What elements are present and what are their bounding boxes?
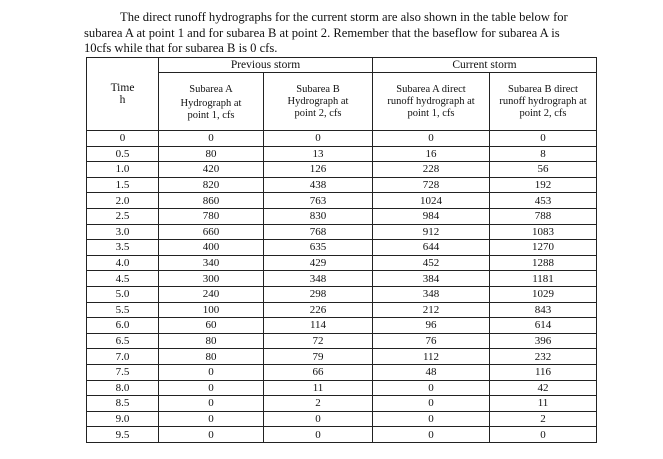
time-cell: 2.5	[87, 208, 159, 224]
cur-subarea-a-cell: 212	[373, 302, 490, 318]
cur-subarea-a-cell: 912	[373, 224, 490, 240]
table-row	[87, 224, 597, 240]
prev-b-line-2: Hydrograph at	[287, 95, 349, 107]
prev-subarea-b-cell: 126	[264, 162, 373, 178]
prev-b-line-1: Subarea B	[296, 83, 340, 95]
prev-subarea-a-cell: 0	[159, 131, 264, 147]
time-cell: 8.5	[87, 396, 159, 412]
time-cell: 5.0	[87, 286, 159, 302]
prev-subarea-a-cell: 0	[159, 411, 264, 427]
prev-subarea-b-cell: 763	[264, 193, 373, 209]
prev-subarea-a-cell: 660	[159, 224, 264, 240]
prev-subarea-b-cell: 11	[264, 380, 373, 396]
prev-subarea-a-header	[159, 73, 264, 131]
cur-subarea-b-cell: 1270	[490, 240, 597, 256]
time-cell: 6.5	[87, 333, 159, 349]
prev-subarea-a-cell: 400	[159, 240, 264, 256]
prev-subarea-b-cell: 768	[264, 224, 373, 240]
table-row	[87, 131, 597, 147]
hydrograph-table	[86, 57, 597, 443]
prev-subarea-b-header	[264, 73, 373, 131]
table-row	[87, 271, 597, 287]
prev-subarea-b-cell: 13	[264, 146, 373, 162]
table-row	[87, 396, 597, 412]
cur-subarea-b-cell: 1288	[490, 255, 597, 271]
prev-subarea-b-cell: 114	[264, 318, 373, 334]
prev-a-line-3: point 1, cfs	[187, 109, 235, 121]
cur-b-line-1: Subarea B direct	[508, 83, 578, 95]
cur-subarea-a-cell: 228	[373, 162, 490, 178]
cur-subarea-b-cell: 116	[490, 364, 597, 380]
cur-b-line-2: runoff hydrograph at	[499, 95, 587, 107]
cur-subarea-a-cell: 0	[373, 396, 490, 412]
table-row	[87, 146, 597, 162]
prev-a-line-2: Hydrograph at	[180, 97, 242, 109]
prev-subarea-a-cell: 80	[159, 146, 264, 162]
time-cell: 1.0	[87, 162, 159, 178]
table-row	[87, 162, 597, 178]
cur-subarea-b-cell: 453	[490, 193, 597, 209]
time-cell: 8.0	[87, 380, 159, 396]
time-cell: 6.0	[87, 318, 159, 334]
time-cell: 0	[87, 131, 159, 147]
cur-subarea-b-cell: 0	[490, 131, 597, 147]
prev-subarea-b-cell: 0	[264, 411, 373, 427]
prev-subarea-b-cell: 66	[264, 364, 373, 380]
cur-subarea-b-cell: 1083	[490, 224, 597, 240]
time-cell: 4.5	[87, 271, 159, 287]
prev-b-line-3: point 2, cfs	[294, 107, 342, 119]
prev-a-line-1: Subarea A	[189, 83, 233, 95]
time-header-line-2: h	[119, 94, 126, 106]
cur-a-line-1: Subarea A direct	[396, 83, 466, 95]
prev-subarea-a-cell: 780	[159, 208, 264, 224]
prev-subarea-a-cell: 420	[159, 162, 264, 178]
cur-subarea-b-cell: 192	[490, 177, 597, 193]
time-cell: 3.5	[87, 240, 159, 256]
cur-subarea-b-cell: 1181	[490, 271, 597, 287]
cur-subarea-a-cell: 48	[373, 364, 490, 380]
prev-subarea-a-cell: 340	[159, 255, 264, 271]
prev-subarea-a-cell: 860	[159, 193, 264, 209]
prev-subarea-a-cell: 0	[159, 380, 264, 396]
prev-subarea-b-cell: 0	[264, 131, 373, 147]
cur-subarea-b-cell: 8	[490, 146, 597, 162]
time-cell: 4.0	[87, 255, 159, 271]
cur-subarea-a-cell: 384	[373, 271, 490, 287]
cur-subarea-b-cell: 843	[490, 302, 597, 318]
cur-subarea-a-cell: 0	[373, 411, 490, 427]
cur-subarea-b-cell: 1029	[490, 286, 597, 302]
prev-subarea-a-cell: 60	[159, 318, 264, 334]
table-row	[87, 349, 597, 365]
cur-subarea-b-cell: 788	[490, 208, 597, 224]
cur-subarea-b-cell: 42	[490, 380, 597, 396]
table-row	[87, 380, 597, 396]
table-row	[87, 411, 597, 427]
prev-subarea-b-cell: 635	[264, 240, 373, 256]
table-row	[87, 193, 597, 209]
table-row	[87, 364, 597, 380]
prev-subarea-b-cell: 2	[264, 396, 373, 412]
cur-subarea-a-cell: 112	[373, 349, 490, 365]
cur-subarea-b-cell: 396	[490, 333, 597, 349]
table-row	[87, 208, 597, 224]
time-cell: 3.0	[87, 224, 159, 240]
prev-subarea-a-cell: 0	[159, 427, 264, 443]
prev-subarea-a-cell: 100	[159, 302, 264, 318]
time-header-line-1: Time	[110, 82, 135, 94]
cur-subarea-b-cell: 232	[490, 349, 597, 365]
cur-subarea-a-cell: 728	[373, 177, 490, 193]
time-cell: 9.5	[87, 427, 159, 443]
prev-subarea-b-cell: 79	[264, 349, 373, 365]
intro-line-2: subarea A at point 1 and for subarea B at point 2. Remember that the baseflow for subarea A is	[84, 25, 560, 40]
prev-subarea-a-cell: 240	[159, 286, 264, 302]
cur-b-line-3: point 2, cfs	[519, 107, 567, 119]
cur-a-line-2: runoff hydrograph at	[387, 95, 475, 107]
cur-subarea-b-cell: 56	[490, 162, 597, 178]
current-storm-group-header: Current storm	[373, 58, 597, 73]
time-cell: 1.5	[87, 177, 159, 193]
time-cell: 0.5	[87, 146, 159, 162]
intro-paragraph	[84, 10, 604, 57]
cur-subarea-a-cell: 16	[373, 146, 490, 162]
cur-a-line-3: point 1, cfs	[407, 107, 455, 119]
time-cell: 9.0	[87, 411, 159, 427]
table-row	[87, 240, 597, 256]
cur-subarea-a-cell: 76	[373, 333, 490, 349]
cur-subarea-b-cell: 2	[490, 411, 597, 427]
table-row	[87, 286, 597, 302]
prev-subarea-b-cell: 72	[264, 333, 373, 349]
prev-subarea-b-cell: 0	[264, 427, 373, 443]
prev-subarea-b-cell: 226	[264, 302, 373, 318]
time-cell: 5.5	[87, 302, 159, 318]
cur-subarea-b-header	[490, 73, 597, 131]
table-row	[87, 333, 597, 349]
prev-subarea-a-cell: 0	[159, 396, 264, 412]
prev-subarea-a-cell: 80	[159, 333, 264, 349]
previous-storm-group-header: Previous storm	[159, 58, 373, 73]
cur-subarea-a-cell: 984	[373, 208, 490, 224]
cur-subarea-a-cell: 0	[373, 380, 490, 396]
prev-subarea-a-cell: 820	[159, 177, 264, 193]
prev-subarea-b-cell: 429	[264, 255, 373, 271]
cur-subarea-a-cell: 348	[373, 286, 490, 302]
prev-subarea-a-cell: 80	[159, 349, 264, 365]
time-column-header	[87, 58, 159, 131]
cur-subarea-a-cell: 1024	[373, 193, 490, 209]
prev-subarea-b-cell: 348	[264, 271, 373, 287]
table-row	[87, 318, 597, 334]
table-row	[87, 255, 597, 271]
intro-line-1: The direct runoff hydrographs for the current storm are also shown in the table below for	[120, 10, 568, 24]
table-row	[87, 302, 597, 318]
prev-subarea-a-cell: 0	[159, 364, 264, 380]
cur-subarea-b-cell: 0	[490, 427, 597, 443]
intro-line-3: 10cfs while that for subarea B is 0 cfs.	[84, 41, 278, 55]
time-cell: 7.5	[87, 364, 159, 380]
prev-subarea-b-cell: 438	[264, 177, 373, 193]
cur-subarea-a-cell: 0	[373, 427, 490, 443]
cur-subarea-a-cell: 96	[373, 318, 490, 334]
table-body	[87, 131, 597, 443]
prev-subarea-b-cell: 830	[264, 208, 373, 224]
time-cell: 2.0	[87, 193, 159, 209]
time-cell: 7.0	[87, 349, 159, 365]
cur-subarea-b-cell: 614	[490, 318, 597, 334]
table-row	[87, 427, 597, 443]
table-row	[87, 177, 597, 193]
cur-subarea-a-cell: 644	[373, 240, 490, 256]
cur-subarea-a-header	[373, 73, 490, 131]
cur-subarea-a-cell: 452	[373, 255, 490, 271]
prev-subarea-b-cell: 298	[264, 286, 373, 302]
prev-subarea-a-cell: 300	[159, 271, 264, 287]
cur-subarea-b-cell: 11	[490, 396, 597, 412]
cur-subarea-a-cell: 0	[373, 131, 490, 147]
